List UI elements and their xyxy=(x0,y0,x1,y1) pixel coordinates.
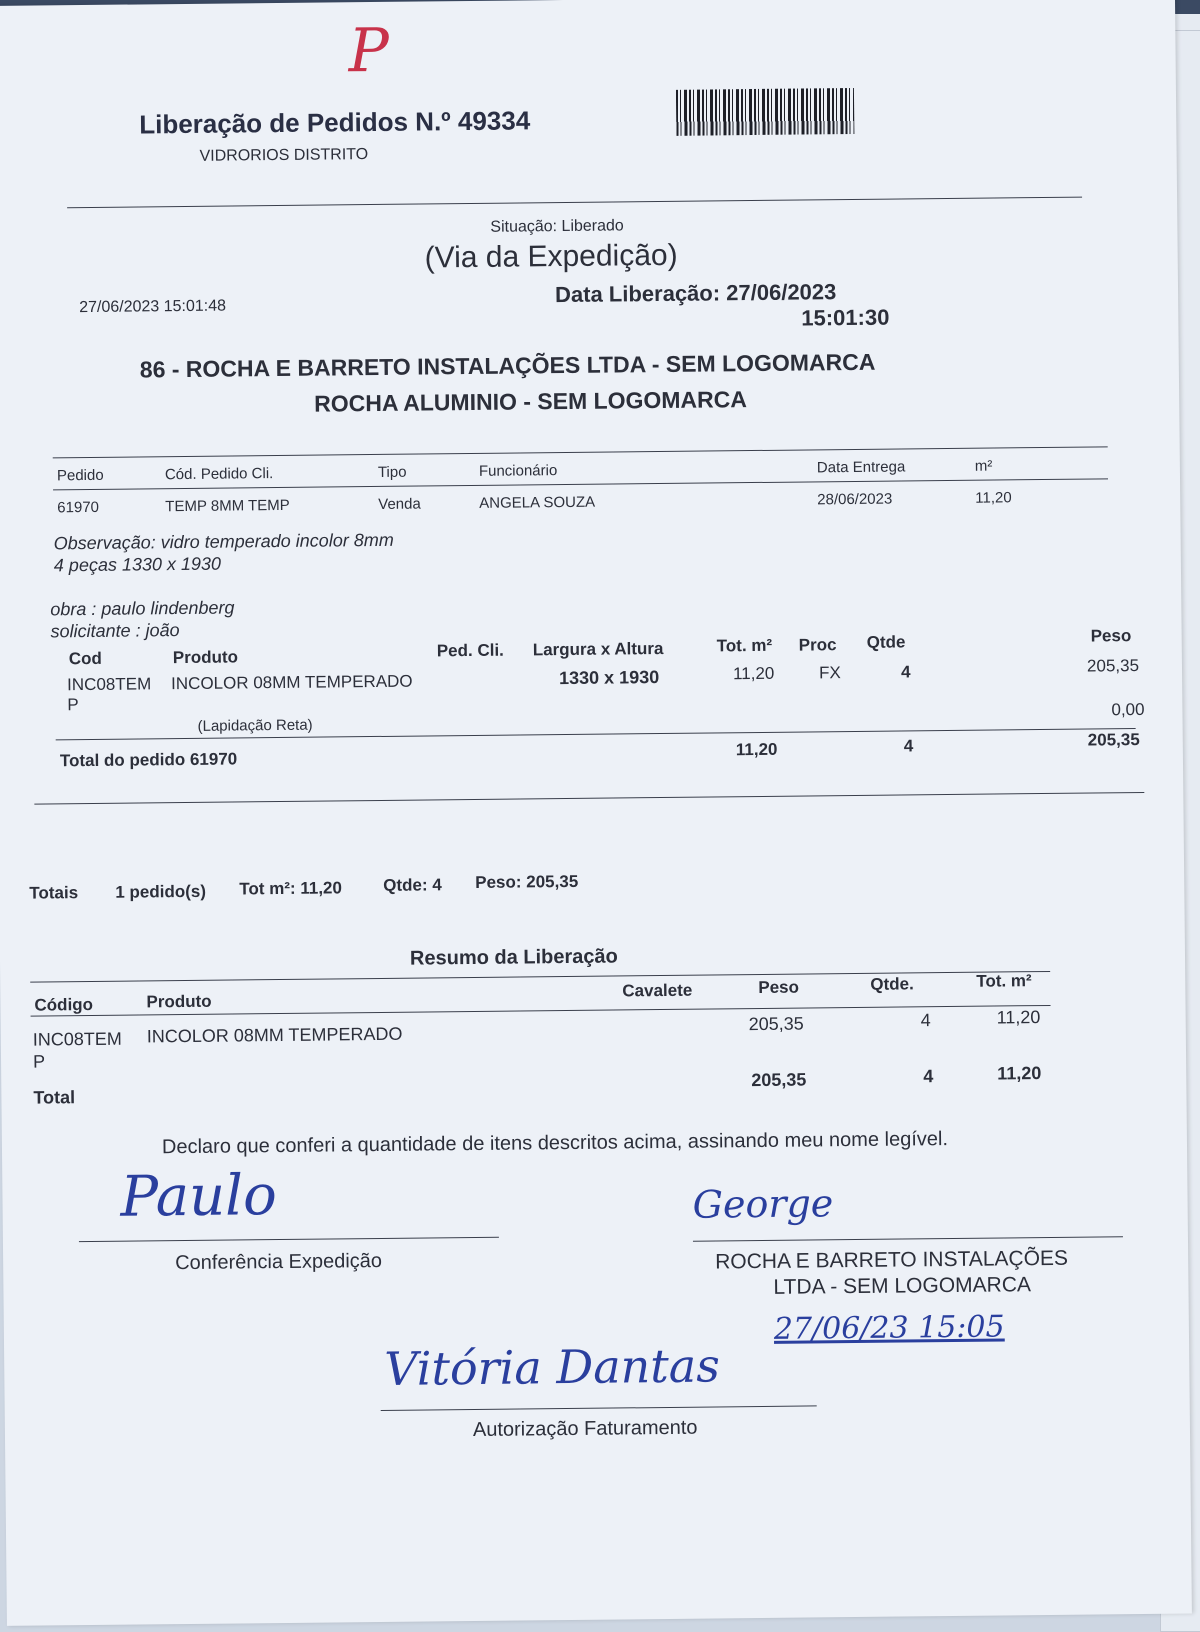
signature-line-right xyxy=(693,1236,1123,1242)
totals-weight: Peso: 205,35 xyxy=(475,871,579,892)
summary-total-qty: 4 xyxy=(923,1066,934,1087)
totals-area: Tot m²: 11,20 xyxy=(239,878,343,899)
observation-solicitante: solicitante : joão xyxy=(50,620,180,642)
summary-title: Resumo da Liberação xyxy=(409,945,618,970)
order-area: 11,20 xyxy=(975,489,1012,507)
item-dimensions: 1330 x 1930 xyxy=(558,667,660,689)
summary-col-produto: Produto xyxy=(146,991,212,1012)
client-alias: ROCHA ALUMINIO - SEM LOGOMARCA xyxy=(314,386,748,417)
item-lapidacao: (Lapidação Reta) xyxy=(197,716,313,735)
summary-col-codigo: Código xyxy=(34,994,94,1015)
release-date: Data Liberação: 27/06/2023 xyxy=(554,279,837,308)
signature-client: George xyxy=(692,1181,834,1227)
items-section-bottom xyxy=(34,792,1144,805)
item-col-largura-altura: Largura x Altura xyxy=(532,638,664,660)
item-col-qtde: Qtde xyxy=(866,632,906,652)
company-subtitle: VIDRORIOS DISTRITO xyxy=(199,146,369,165)
red-p-mark: P xyxy=(348,15,390,87)
client-name: 86 - ROCHA E BARRETO INSTALAÇÕES LTDA - SEM LOGOMARCA xyxy=(139,348,876,383)
item-area: 11,20 xyxy=(732,663,775,684)
summary-total-area: 11,20 xyxy=(997,1063,1042,1084)
order-client-code: TEMP 8MM TEMP xyxy=(165,496,290,516)
summary-col-qtde: Qtde. xyxy=(870,974,914,994)
summary-qty: 4 xyxy=(920,1010,931,1031)
signature-conferencia: Paulo xyxy=(120,1163,278,1230)
col-funcionario: Funcionário xyxy=(478,462,558,480)
status-text: Situação: Liberado xyxy=(490,217,624,236)
observation-obra: obra : paulo lindenberg xyxy=(50,597,235,620)
item-col-pedcli: Ped. Cli. xyxy=(436,640,504,661)
summary-total-label: Total xyxy=(33,1087,76,1108)
col-data-entrega: Data Entrega xyxy=(816,458,906,477)
document-title: Liberação de Pedidos N.º 49334 xyxy=(139,105,531,140)
signature-autorizacao: Vitória Dantas xyxy=(384,1338,721,1396)
signature-line-left xyxy=(79,1237,499,1242)
item-product: INCOLOR 08MM TEMPERADO xyxy=(171,671,413,694)
print-datetime: 27/06/2023 15:01:48 xyxy=(79,297,227,317)
item-col-produto: Produto xyxy=(172,647,239,668)
totals-orders: 1 pedido(s) xyxy=(115,881,207,902)
client-signature-label-1: ROCHA E BARRETO INSTALAÇÕES xyxy=(715,1246,1069,1274)
item-process: FX xyxy=(818,663,841,683)
observation-line-1: Observação: vidro temperado incolor 8mm xyxy=(53,529,394,554)
order-total-label: Total do pedido 61970 xyxy=(59,749,238,771)
order-total-area: 11,20 xyxy=(735,739,778,760)
summary-code: INC08TEM xyxy=(32,1028,122,1050)
col-m2: m² xyxy=(974,457,993,475)
item-lapidacao-weight: 0,00 xyxy=(1111,699,1145,720)
item-weight: 205,35 xyxy=(1086,656,1140,676)
item-code-cont: P xyxy=(67,695,79,715)
summary-col-tot: Tot. m² xyxy=(976,971,1032,991)
summary-area: 11,20 xyxy=(996,1007,1041,1028)
summary-col-cavalete: Cavalete xyxy=(622,980,693,1001)
order-type: Venda xyxy=(378,495,421,513)
client-signature-label-2: LTDA - SEM LOGOMARCA xyxy=(773,1273,1032,1299)
observation-line-2: 4 peças 1330 x 1930 xyxy=(53,553,222,576)
summary-code-cont: P xyxy=(32,1051,46,1072)
order-delivery-date: 28/06/2023 xyxy=(817,490,893,509)
col-cod-pedido-cli: Cód. Pedido Cli. xyxy=(164,465,274,484)
release-time: 15:01:30 xyxy=(801,304,890,331)
order-total-qty: 4 xyxy=(903,736,914,756)
order-employee: ANGELA SOUZA xyxy=(479,493,596,512)
summary-col-peso: Peso xyxy=(758,977,800,998)
order-number: 61970 xyxy=(57,498,100,517)
order-total-weight: 205,35 xyxy=(1087,730,1140,750)
item-code: INC08TEM xyxy=(67,674,152,695)
handwritten-date: 27/06/23 15:05 xyxy=(773,1309,1005,1347)
item-col-peso: Peso xyxy=(1090,626,1132,646)
summary-product: INCOLOR 08MM TEMPERADO xyxy=(146,1023,403,1047)
item-col-proc: Proc xyxy=(798,635,837,655)
barcode xyxy=(676,88,854,136)
order-table-top xyxy=(53,446,1108,458)
via-label: (Via da Expedição) xyxy=(424,238,678,275)
summary-weight: 205,35 xyxy=(748,1013,804,1035)
item-quantity: 4 xyxy=(900,662,911,682)
autorizacao-label: Autorização Faturamento xyxy=(472,1416,698,1442)
col-pedido: Pedido xyxy=(56,466,104,485)
col-tipo: Tipo xyxy=(377,463,407,481)
conferencia-label: Conferência Expedição xyxy=(175,1249,383,1275)
totals-qty: Qtde: 4 xyxy=(383,875,442,895)
header-divider xyxy=(67,197,1082,209)
declaration-text: Declaro que conferi a quantidade de itens descritos acima, assinando meu nome legível. xyxy=(161,1128,949,1159)
item-col-cod: Cod xyxy=(68,648,102,669)
summary-total-weight: 205,35 xyxy=(751,1069,807,1091)
totals-label: Totais xyxy=(29,883,79,903)
item-col-tot: Tot. m² xyxy=(716,635,773,656)
signature-line-bottom xyxy=(381,1405,817,1411)
